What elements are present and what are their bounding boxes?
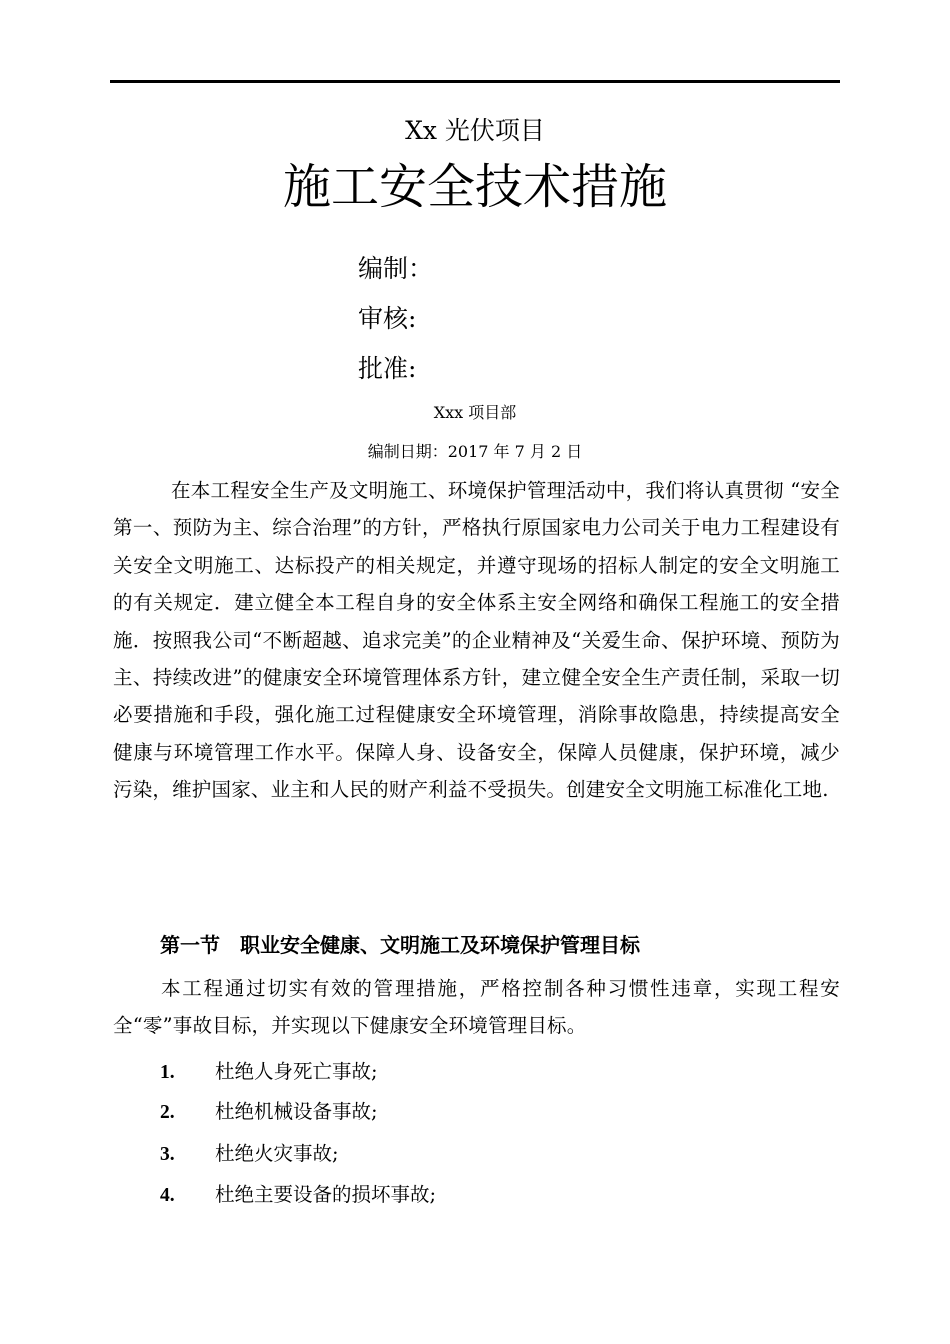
list-item-number: 3. [160,1144,175,1165]
list-item [160,1177,436,1214]
compiled-by-label: 编制： [358,254,434,283]
department-name: Xxx 项目部 [433,403,517,422]
list-item [160,1136,339,1173]
section-heading [160,926,640,964]
list-item-number: 2. [160,1102,175,1123]
section-title: 职业安全健康、文明施工及环境保护管理目标 [240,933,640,957]
reviewed-by-label: 审核: [358,304,417,333]
list-item-text: 杜绝火灾事故; [215,1142,339,1165]
list-item-text: 杜绝人身死亡事故; [215,1060,378,1083]
document-title: 施工安全技术措施 [282,159,667,215]
list-item-number: 4. [160,1185,175,1206]
top-horizontal-rule [110,80,840,83]
list-item-text: 杜绝主要设备的损坏事故; [215,1183,437,1206]
list-item-text: 杜绝机械设备事故; [215,1100,378,1123]
list-item [160,1094,378,1131]
section-paragraph: 本工程通过切实有效的管理措施，严格控制各种习惯性违章，实现工程安全“零”事故目标，并实现以下健康安全环境管理目标。 [113,977,840,1038]
section-number: 第一节 [160,933,220,957]
compile-date: 编制日期：2017 年 7 月 2 日 [367,442,583,461]
approved-by-label: 批准: [358,354,417,383]
intro-paragraph: 在本工程安全生产及文明施工、环境保护管理活动中，我们将认真贯彻 “安全第一、预防为主、综合治理”的方针，严格执行原国家电力公司关于电力工程建设有关安全文明施工、达标投产的相关规定，并遵守现场的招标人制定的安全文明施工的有关规定．建立健全本工程自身的安全体系主安全网络和确保工程施工的安全措施．按照我公司“不断超越、追求完美”的企业精神及“关爱生命、保护环境、预防为主、持续改进”的健康安全环境管理体系方针，建立健全安全生产责任制，采取一切必要措施和手段，强化施工过程健康安全环境管理，消除事故隐患，持续提高安全健康与环境管理工作水平。保障人身、设备安全，保障人员健康，保护环境，减少污染，维护国家、业主和人民的财产利益不受损失。创建安全文明施工标准化工地. [113,479,840,802]
project-subtitle: Xx 光伏项目 [405,116,545,145]
list-item [160,1054,378,1091]
list-item-number: 1. [160,1062,175,1083]
